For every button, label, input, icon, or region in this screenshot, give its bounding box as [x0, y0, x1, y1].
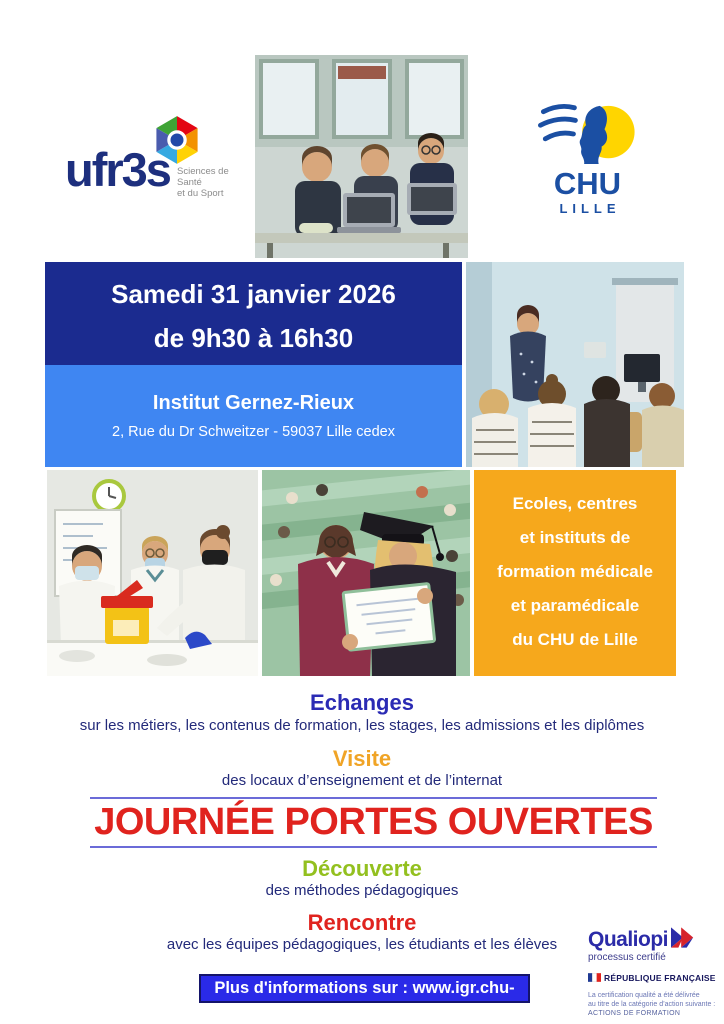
ufr3s-logo: [45, 98, 240, 213]
section-title-rencontre: Rencontre: [307, 910, 417, 935]
photo-medical-training: [47, 470, 258, 676]
photo-students-laptops: [255, 55, 468, 258]
event-venue: Institut Gernez-Rieux: [152, 392, 355, 414]
section-desc-visite: des locaux d’enseignement et de l’internat: [221, 772, 503, 789]
orange-box-line: formation médicale: [497, 562, 653, 581]
event-location-panel: [45, 365, 462, 467]
section-desc-rencontre: avec les équipes pédagogiques, les étudiants et les élèves: [166, 936, 558, 953]
ufr3s-wordmark: ufr3s: [65, 143, 170, 196]
orange-box-line: du CHU de Lille: [512, 630, 638, 649]
section-title-decouverte: Découverte: [302, 856, 422, 881]
section-title-echanges: Echanges: [310, 690, 414, 715]
chu-lille-logo: [520, 100, 655, 216]
orange-box-line: Ecoles, centres: [512, 494, 638, 513]
ufr3s-tagline: Sciences de Santé et du Sport: [177, 166, 229, 199]
chu-lille-icon: [520, 100, 655, 166]
qualiopi-brand: Qualiopi: [588, 928, 668, 951]
event-date-panel: [45, 262, 462, 365]
photo-graduation: [262, 470, 470, 676]
qualiopi-block: [588, 927, 720, 1018]
section-title-visite: Visite: [332, 746, 392, 771]
french-flag-icon: [588, 969, 601, 987]
photo-teacher-classroom: [466, 262, 684, 467]
footer-info-link[interactable]: Plus d'informations sur : www.igr.chu-lille.fr: [199, 974, 530, 1003]
qualiopi-certification-text: La certification qualité a été délivrée au titre de la catégorie d’action suivante : ACTIONS DE FORMATION: [588, 992, 716, 1017]
republique-francaise-label: RÉPUBLIQUE FRANÇAISE: [604, 973, 716, 983]
divider-top: [90, 797, 657, 799]
chu-city: LILLE: [559, 201, 621, 216]
event-info-box: [45, 262, 462, 467]
section-desc-decouverte: des méthodes pédagogiques: [265, 882, 459, 899]
qualiopi-tagline: processus certifié: [588, 952, 666, 963]
chu-acronym: CHU: [553, 166, 622, 201]
event-address: 2, Rue du Dr Schweitzer - 59037 Lille cedex: [112, 424, 395, 440]
event-date: Samedi 31 janvier 2026: [111, 279, 396, 309]
orange-box-line: et paramédicale: [510, 596, 640, 615]
main-title: JOURNÉE PORTES OUVERTES: [94, 801, 653, 843]
event-time: de 9h30 à 16h30: [153, 323, 354, 353]
section-desc-echanges: sur les métiers, les contenus de formation, les stages, les admissions et les diplômes: [79, 717, 645, 734]
qualiopi-chevrons-icon: [671, 927, 695, 953]
orange-info-box: [474, 470, 676, 676]
orange-box-line: et instituts de: [519, 528, 631, 547]
divider-bottom: [90, 846, 657, 848]
